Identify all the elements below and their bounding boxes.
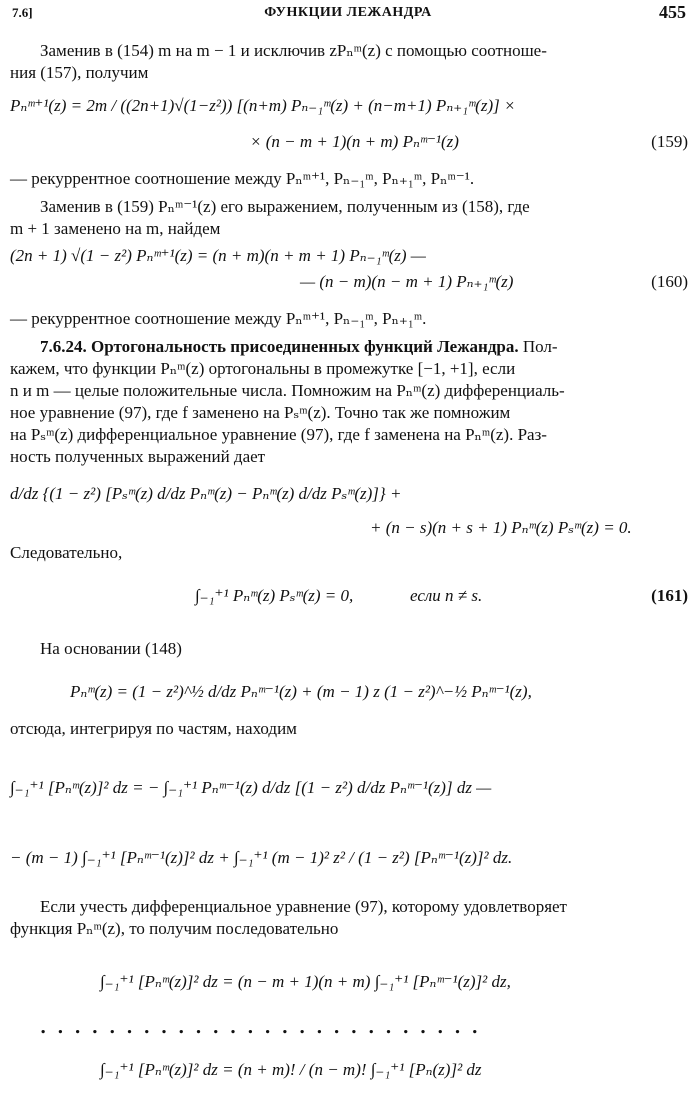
section-heading-tail: Пол-	[518, 337, 558, 356]
header-section: 7.6]	[12, 5, 33, 20]
formula-difference-line2: + (n − s)(n + s + 1) Pₙᵐ(z) Pₛᵐ(z) = 0.	[370, 518, 632, 537]
ellipsis-dots: ..........................	[40, 1017, 489, 1038]
running-header	[6, 2, 690, 24]
formula-159-line2: × (n − m + 1)(n + m) Pₙᵐ⁻¹(z)	[250, 132, 459, 151]
text-line: Заменив в (154) m на m − 1 и исключив zPₙᵐ(z) с помощью соотноше-	[40, 41, 547, 60]
formula-difference-line1: d/dz {(1 − z²) [Pₛᵐ(z) d/dz Pₙᵐ(z) − Pₙᵐ(z) d/dz Pₛᵐ(z)]} +	[10, 484, 402, 503]
text-line: ность полученных выражений дает	[10, 447, 266, 466]
formula-160-line1: (2n + 1) √(1 − z²) Pₙᵐ⁺¹(z) = (n + m)(n + m + 1) Pₙ₋₁ᵐ(z) —	[10, 246, 426, 265]
formula-161: ∫₋₁⁺¹ Pₙᵐ(z) Pₛᵐ(z) = 0,	[195, 586, 354, 605]
text-line: на Pₛᵐ(z) дифференциальное уравнение (97), где f заменена на Pₙᵐ(z). Раз-	[10, 425, 547, 444]
text-line: — рекуррентное соотношение между Pₙᵐ⁺¹, Pₙ₋₁ᵐ, Pₙ₊₁ᵐ.	[10, 309, 427, 328]
formula-sequence-1: ∫₋₁⁺¹ [Pₙᵐ(z)]² dz = (n − m + 1)(n + m) ∫₋₁⁺¹ [Pₙᵐ⁻¹(z)]² dz,	[100, 972, 511, 991]
formula-sequence-2: ∫₋₁⁺¹ [Pₙᵐ(z)]² dz = (n + m)! / (n − m)! ∫₋₁⁺¹ [Pₙ(z)]² dz	[100, 1060, 482, 1079]
text-line: Заменив в (159) Pₙᵐ⁻¹(z) его выражением, полученным из (158), где	[40, 197, 530, 216]
formula-integral-line1: ∫₋₁⁺¹ [Pₙᵐ(z)]² dz = − ∫₋₁⁺¹ Pₙᵐ⁻¹(z) d/dz [(1 − z²) d/dz Pₙᵐ⁻¹(z)] dz —	[10, 778, 492, 797]
formula-161-condition: если n ≠ s.	[410, 586, 483, 605]
equation-number-161: (161)	[651, 586, 688, 605]
header-title: ФУНКЦИИ ЛЕЖАНДРА	[264, 5, 432, 20]
section-heading-line	[40, 336, 558, 358]
page-number: 455	[659, 2, 686, 22]
text-line: n и m — целые положительные числа. Помножим на Pₙᵐ(z) дифференциаль-	[10, 381, 565, 400]
text-line: Если учесть дифференциальное уравнение (97), которому удовлетворяет	[40, 897, 567, 916]
formula-integral-line2: − (m − 1) ∫₋₁⁺¹ [Pₙᵐ⁻¹(z)]² dz + ∫₋₁⁺¹ (m − 1)² z² / (1 − z²) [Pₙᵐ⁻¹(z)]² dz.	[10, 848, 513, 867]
section-heading: 7.6.24. Ортогональность присоединенных функций Лежандра.	[40, 337, 519, 356]
text-line: ния (157), получим	[10, 63, 149, 82]
formula-159-line1: Pₙᵐ⁺¹(z) = 2m / ((2n+1)√(1−z²)) [(n+m) Pₙ₋₁ᵐ(z) + (n−m+1) Pₙ₊₁ᵐ(z)] ×	[10, 96, 516, 115]
text-line: — рекуррентное соотношение между Pₙᵐ⁺¹, Pₙ₋₁ᵐ, Pₙ₊₁ᵐ, Pₙᵐ⁻¹.	[10, 169, 475, 188]
text-line: На основании (148)	[40, 639, 182, 658]
text-line: ное уравнение (97), где f заменено на Pₛᵐ(z). Точно так же помножим	[10, 403, 511, 422]
text-line: отсюда, интегрируя по частям, находим	[10, 719, 297, 738]
text-line: m + 1 заменено на m, найдем	[10, 219, 221, 238]
equation-number-159: (159)	[651, 132, 688, 151]
text-line: Следовательно,	[10, 543, 123, 562]
equation-number-160: (160)	[651, 272, 688, 291]
text-line: кажем, что функции Pₙᵐ(z) ортогональны в промежутке [−1, +1], если	[10, 359, 516, 378]
text-line: функция Pₙᵐ(z), то получим последовательно	[10, 919, 339, 938]
formula-160-line2: — (n − m)(n − m + 1) Pₙ₊₁ᵐ(z)	[300, 272, 514, 291]
formula-148: Pₙᵐ(z) = (1 − z²)^½ d/dz Pₙᵐ⁻¹(z) + (m − 1) z (1 − z²)^−½ Pₙᵐ⁻¹(z),	[70, 682, 532, 701]
